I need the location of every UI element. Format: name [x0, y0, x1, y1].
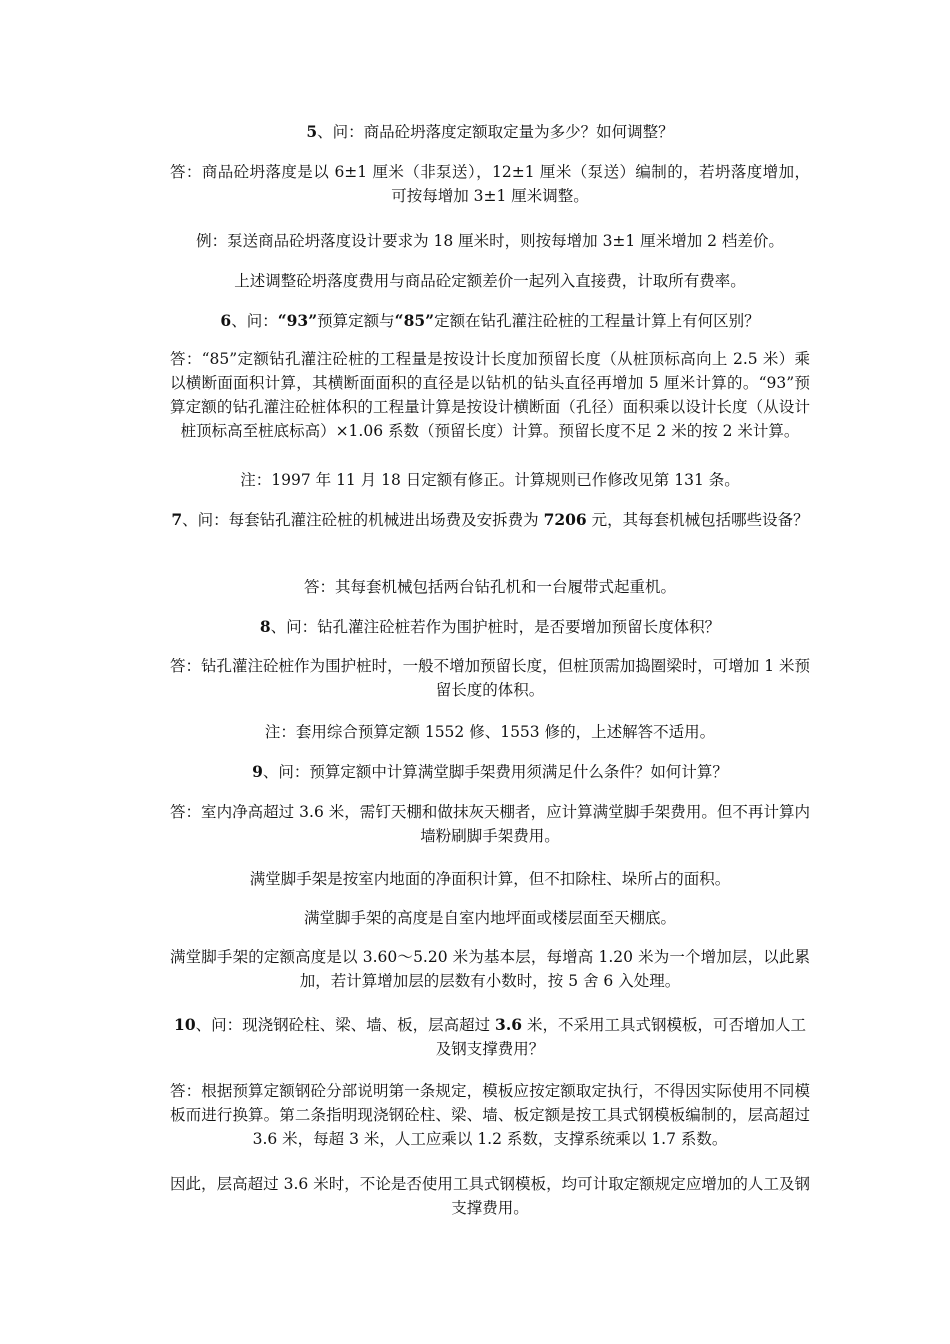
q5-note: 上述调整砼坍落度费用与商品砼定额差价一起列入直接费，计取所有费率。	[234, 272, 746, 290]
q7-answer: 答：其每套机械包括两台钻孔机和一台履带式起重机。	[303, 578, 676, 596]
q6-note: 注：1997 年 11 月 18 日定额有修正。计算规则已作修改见第 131 条。	[240, 471, 740, 489]
q6-answer: 答：“85”定额钻孔灌注砼桩的工程量是按设计长度加预留长度（从桩顶标高向上 2.5 米）乘以横断面面积计算，其横断面面积的直径是以钻机的钻头直径再增加 5 厘米计算的。“93”预算定额的钻孔灌注砼桩体积的工程量计算是按设计横断面（孔径）面积乘以设计长度（从设计桩顶标高至桩底标高）×1.06 系数（预留长度）计算。预留长度不足 2 米的按 2 米计算。	[170, 350, 810, 440]
q7-question: 7、问：每套钻孔灌注砼桩的机械进出场费及安拆费为 7206 元，其每套机械包括哪些设备？	[171, 510, 809, 529]
q8-note: 注：套用综合预算定额 1552 修、1553 修的，上述解答不适用。	[264, 723, 716, 741]
q9-question: 9、问：预算定额中计算满堂脚手架费用须满足什么条件？如何计算？	[252, 762, 728, 781]
q8-question: 8、问：钻孔灌注砼桩若作为围护桩时，是否要增加预留长度体积？	[259, 617, 721, 636]
q6-question: 6、问：“93”预算定额与“85”定额在钻孔灌注砼桩的工程量计算上有何区别？	[220, 311, 760, 330]
q8-answer: 答：钻孔灌注砼桩作为围护桩时，一般不增加预留长度，但桩顶需加捣圈梁时，可增加 1 米预留长度的体积。	[170, 657, 810, 699]
q9-paragraph-2: 满堂脚手架是按室内地面的净面积计算，但不扣除柱、垛所占的面积。	[249, 870, 731, 888]
q10-question: 10、问：现浇钢砼柱、梁、墙、板，层高超过 3.6 米，不采用工具式钢模板，可否增加人工及钢支撑费用？	[174, 1015, 806, 1058]
q9-answer: 答：室内净高超过 3.6 米，需钉天棚和做抹灰天棚者，应计算满堂脚手架费用。但不再计算内墙粉刷脚手架费用。	[170, 803, 810, 845]
q5-example: 例：泵送商品砼坍落度设计要求为 18 厘米时，则按每增加 3±1 厘米增加 2 档差价。	[196, 232, 784, 250]
q10-paragraph-2: 因此，层高超过 3.6 米时，不论是否使用工具式钢模板，均可计取定额规定应增加的人工及钢支撑费用。	[170, 1175, 810, 1217]
q5-answer: 答：商品砼坍落度是以 6±1 厘米（非泵送），12±1 厘米（泵送）编制的，若坍落度增加，可按每增加 3±1 厘米调整。	[170, 163, 810, 205]
q9-paragraph-3: 满堂脚手架的高度是自室内地坪面或楼层面至天棚底。	[303, 909, 676, 927]
q9-paragraph-4: 满堂脚手架的定额高度是以 3.60～5.20 米为基本层，每增高 1.20 米为一个增加层，以此累加，若计算增加层的层数有小数时，按 5 舍 6 入处理。	[170, 948, 810, 990]
q10-answer: 答：根据预算定额钢砼分部说明第一条规定，模板应按定额取定执行，不得因实际使用不同模板而进行换算。第二条指明现浇钢砼柱、梁、墙、板定额是按工具式钢模板编制的，层高超过 3.6 米，每超 3 米，人工应乘以 1.2 系数，支撑系统乘以 1.7 系数。	[170, 1082, 810, 1148]
q5-question: 5、问：商品砼坍落度定额取定量为多少？如何调整？	[306, 122, 674, 141]
